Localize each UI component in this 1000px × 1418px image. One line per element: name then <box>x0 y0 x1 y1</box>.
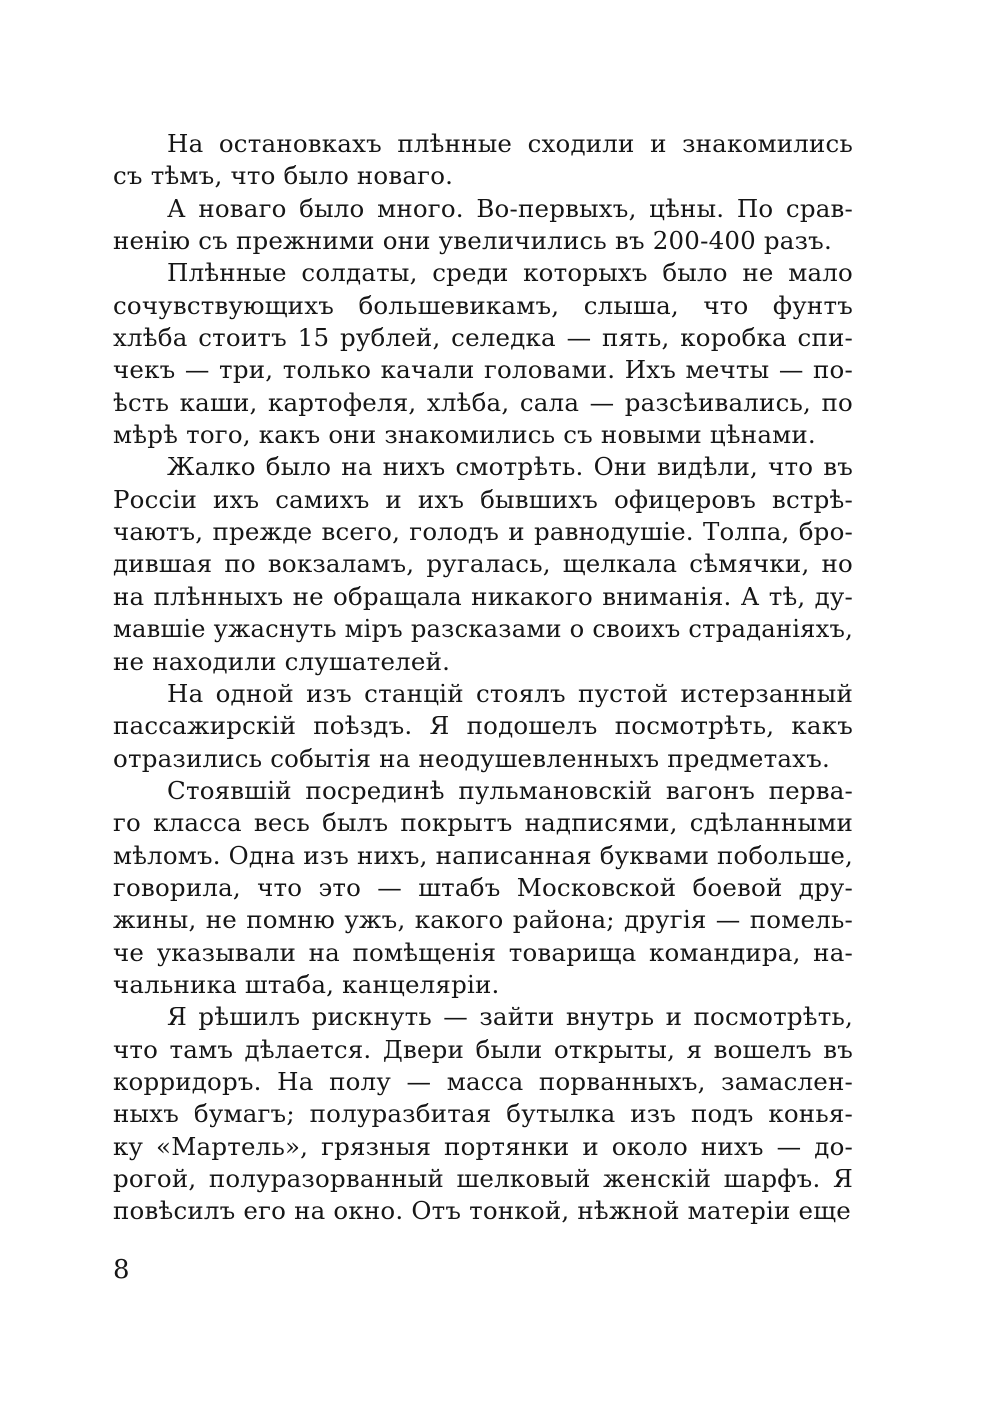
text-line: чекъ — три, только качали головами. Ихъ мечты — по- <box>113 355 853 385</box>
text-line: говорила, что это — штабъ Московской боевой дру- <box>113 872 853 902</box>
text-line: сочувствующихъ большевикамъ, слыша, что фунтъ <box>113 290 853 320</box>
text-line: дившая по вокзаламъ, ругалась, щелкала сѣмячки, но <box>113 549 853 579</box>
text-line: ѣсть каши, картофеля, хлѣба, сала — разсѣивались, по <box>113 387 853 417</box>
text-line: Плѣнные солдаты, среди которыхъ было не мало <box>167 258 853 288</box>
text-line: ку «Мартель», грязныя портянки и около нихъ — до- <box>113 1131 853 1161</box>
text-line: Я рѣшилъ рискнуть — зайти внутрь и посмотрѣть, <box>167 1002 853 1032</box>
text-line: хлѣба стоитъ 15 рублей, селедка — пять, коробка спи- <box>113 323 853 353</box>
text-line: чальника штаба, канцеляріи. <box>113 969 500 999</box>
text-line: на плѣнныхъ не обращала никакого вниманія. А тѣ, ду- <box>113 581 853 611</box>
page-text <box>113 128 853 1228</box>
text-line: ненію съ прежними они увеличились въ 200-400 разъ. <box>113 226 832 256</box>
text-line: пассажирскій поѣздъ. Я подошелъ посмотрѣть, какъ <box>113 711 853 741</box>
text-line: Стоявшій посрединѣ пульмановскій вагонъ перва- <box>167 775 853 805</box>
text-line: мавшіе ужаснуть міръ разсказами о своихъ страданіяхъ, <box>113 614 853 644</box>
text-line: Россіи ихъ самихъ и ихъ бывшихъ офицеровъ встрѣ- <box>113 484 853 514</box>
text-line: мѣрѣ того, какъ они знакомились съ новыми цѣнами. <box>113 420 816 450</box>
text-line: мѣломъ. Одна изъ нихъ, написанная буквами побольше, <box>113 840 853 870</box>
text-line: не находили слушателей. <box>113 646 451 676</box>
text-line: повѣсилъ его на окно. Отъ тонкой, нѣжной матеріи еще <box>113 1196 851 1226</box>
text-line: че указывали на помѣщенія товарища командира, на- <box>113 937 853 967</box>
text-line: корридоръ. На полу — масса порванныхъ, замаслен- <box>113 1066 853 1096</box>
text-line: жины, не помню ужъ, какого района; другія — помель- <box>113 905 853 935</box>
text-line: На остановкахъ плѣнные сходили и знакомились <box>167 129 853 158</box>
text-line: съ тѣмъ, что было новаго. <box>113 161 454 191</box>
text-line: чаютъ, прежде всего, голодъ и равнодушіе. Толпа, бро- <box>113 517 853 547</box>
page-number: 8 <box>113 1255 130 1285</box>
text-line: А новаго было много. Во-первыхъ, цѣны. По срав- <box>167 193 853 223</box>
text-line: го класса весь былъ покрытъ надписями, сдѣланными <box>113 808 853 838</box>
text-line: На одной изъ станцій стоялъ пустой истерзанный <box>167 678 853 708</box>
text-line: отразились событія на неодушевленныхъ предметахъ. <box>113 743 830 773</box>
text-line: что тамъ дѣлается. Двери были открыты, я вошелъ въ <box>113 1034 853 1064</box>
text-line: рогой, полуразорванный шелковый женскій шарфъ. Я <box>113 1164 853 1193</box>
text-line: Жалко было на нихъ смотрѣть. Они видѣли, что въ <box>167 452 853 482</box>
text-line: ныхъ бумагъ; полуразбитая бутылка изъ подъ конья- <box>113 1099 853 1129</box>
